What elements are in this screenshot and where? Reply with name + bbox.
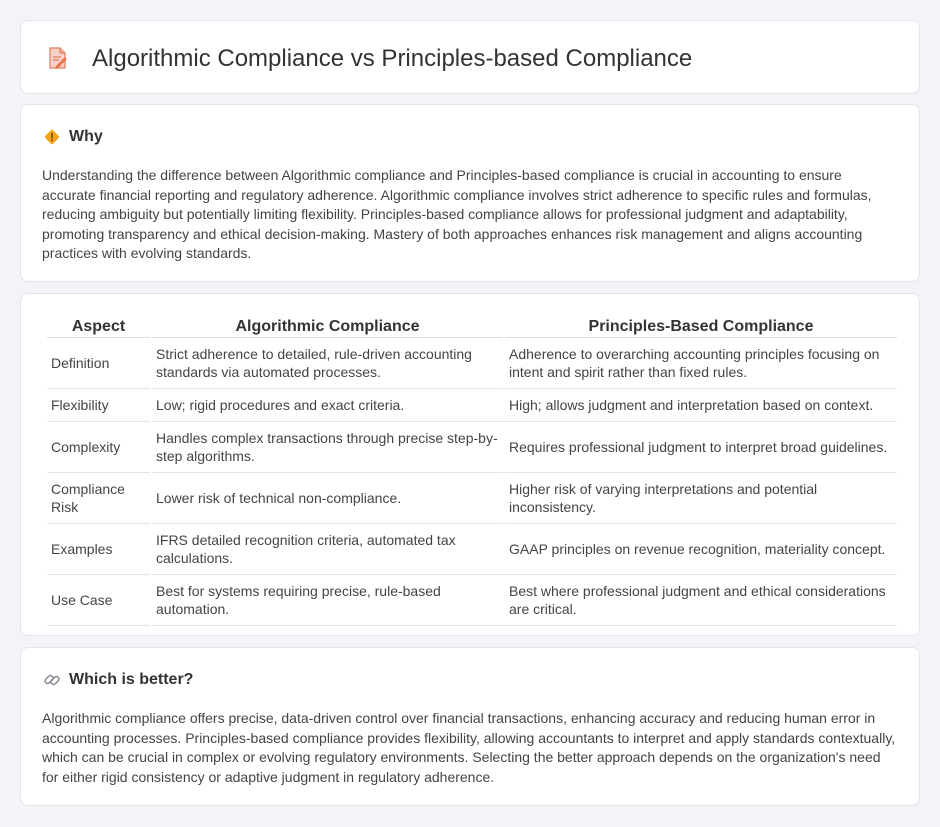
which-better-heading-row (43, 670, 193, 690)
cell-aspect: Compliance Risk (47, 473, 150, 524)
header-principles: Principles-Based Compliance (505, 316, 897, 338)
cell-algorithmic: Lower risk of technical non-compliance. (152, 473, 503, 524)
cell-algorithmic: Strict adherence to detailed, rule-driven accounting standards via automated processes. (152, 338, 503, 389)
cell-algorithmic: Low; rigid procedures and exact criteria. (152, 389, 503, 422)
which-better-heading: Which is better? (69, 671, 194, 688)
cell-principles: Best where professional judgment and ethical considerations are critical. (505, 575, 897, 626)
cell-principles: Higher risk of varying interpretations and potential inconsistency. (505, 473, 897, 524)
cell-aspect: Examples (47, 524, 150, 575)
header-algorithmic: Algorithmic Compliance (152, 316, 503, 338)
table-row (47, 338, 897, 389)
cell-aspect: Complexity (47, 422, 150, 473)
table-row (47, 473, 897, 524)
title-card (20, 20, 920, 94)
cell-principles: Adherence to overarching accounting principles focusing on intent and spirit rather than fixed rules. (505, 338, 897, 389)
comparison-section (20, 293, 920, 636)
table-row (47, 575, 897, 626)
table-row (47, 524, 897, 575)
cell-aspect: Definition (47, 338, 150, 389)
cell-aspect: Use Case (47, 575, 150, 626)
why-section (20, 104, 920, 282)
cell-principles: Requires professional judgment to interpret broad guidelines. (505, 422, 897, 473)
diamond-sign-icon (43, 128, 61, 146)
document-edit-icon (47, 46, 69, 70)
why-heading-row (43, 127, 103, 147)
which-better-section (20, 647, 920, 806)
cell-algorithmic: Handles complex transactions through precise step-by-step algorithms. (152, 422, 503, 473)
cell-algorithmic: IFRS detailed recognition criteria, automated tax calculations. (152, 524, 503, 575)
header-aspect: Aspect (47, 316, 150, 338)
page-title: Algorithmic Compliance vs Principles-based Compliance (92, 45, 693, 72)
link-icon (43, 671, 61, 689)
table-row (47, 389, 897, 422)
table-header-row (47, 316, 897, 338)
table-row (47, 422, 897, 473)
why-heading: Why (69, 128, 103, 145)
which-better-text: Algorithmic compliance offers precise, data-driven control over financial transactions, enhancing accuracy and reducing human error in accounting processes. Principles-based compliance provides flexibility, allowing accountants to interpret and apply standards contextually, which can be crucial in complex or evolving regulatory environments. Selecting the better approach depends on the organization's need for either rigid consistency or adaptive judgment in regulatory adherence. (42, 710, 896, 785)
comparison-table (45, 316, 899, 626)
cell-principles: High; allows judgment and interpretation based on context. (505, 389, 897, 422)
cell-aspect: Flexibility (47, 389, 150, 422)
cell-principles: GAAP principles on revenue recognition, materiality concept. (505, 524, 897, 575)
why-text: Understanding the difference between Algorithmic compliance and Principles-based compliance is crucial in accounting to ensure accurate financial reporting and regulatory adherence. Algorithmic compliance involves strict adherence to specific rules and formulas, reducing ambiguity but potentially limiting flexibility. Principles-based compliance allows for professional judgment and adaptability, promoting transparency and ethical decision-making. Mastery of both approaches enhances risk management and aligns accounting practices with evolving standards. (42, 167, 872, 262)
cell-algorithmic: Best for systems requiring precise, rule-based automation. (152, 575, 503, 626)
